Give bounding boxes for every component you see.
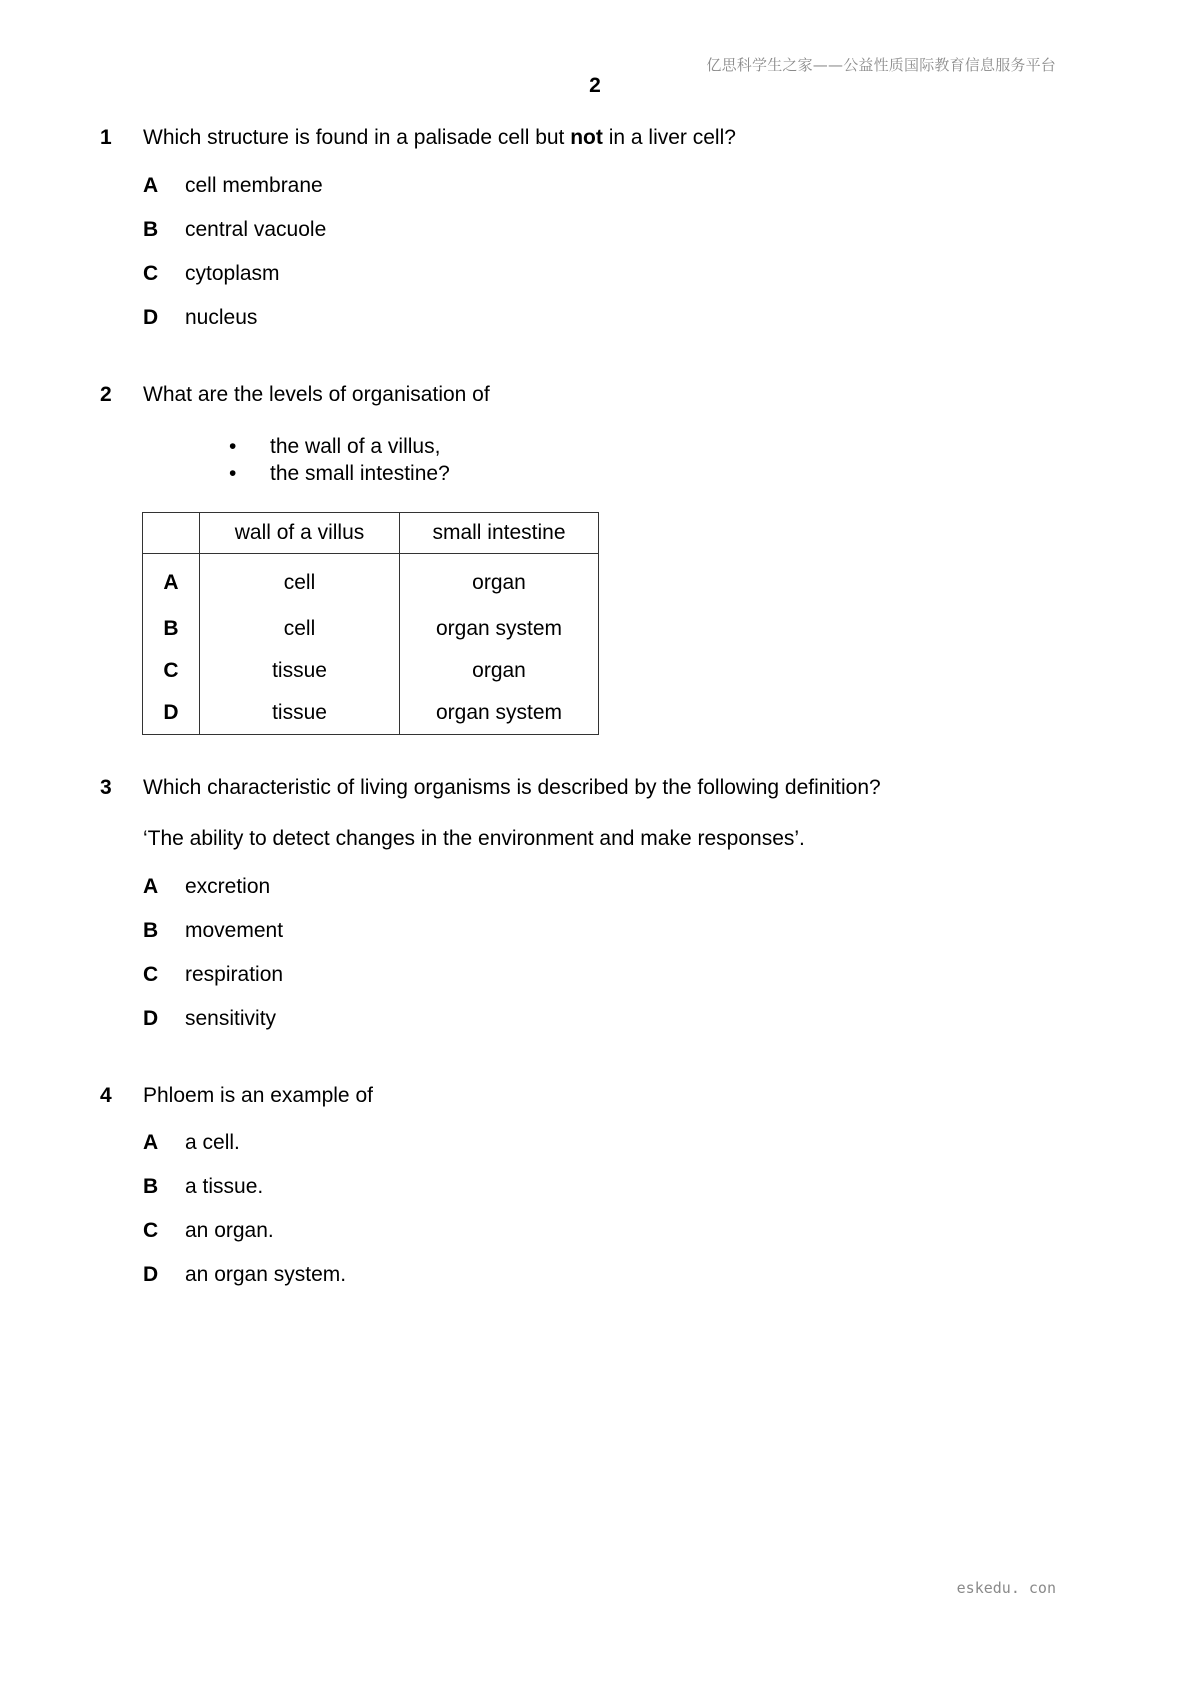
question-4-option-d-letter: D (143, 1263, 159, 1286)
question-2-answer-table (142, 512, 599, 735)
table-cell: organ (400, 650, 599, 692)
question-3-option-a-text: excretion (185, 875, 271, 898)
question-1-option-c-text: cytoplasm (185, 262, 280, 285)
table-row (143, 650, 599, 692)
question-3-option-a-letter: A (143, 875, 159, 898)
table-row (143, 608, 599, 650)
question-3-text: Which characteristic of living organisms is described by the following definition? (143, 776, 881, 799)
table-cell: cell (200, 608, 400, 650)
table-header-cell: small intestine (400, 513, 599, 554)
question-4-text: Phloem is an example of (143, 1084, 373, 1107)
table-row (143, 554, 599, 609)
bullet-icon: • (229, 462, 237, 485)
question-4-option-b-letter: B (143, 1175, 159, 1198)
question-1-option-a-letter: A (143, 174, 159, 197)
question-1-option-c-letter: C (143, 262, 159, 285)
table-cell: organ system (400, 692, 599, 735)
question-1-text-after: in a liver cell? (602, 126, 736, 149)
table-header-cell (143, 513, 200, 554)
header-watermark: 亿思科学生之家——公益性质国际教育信息服务平台 (706, 56, 1056, 74)
question-2-number: 2 (100, 383, 112, 406)
table-header-cell: wall of a villus (200, 513, 400, 554)
question-3-option-b-letter: B (143, 919, 159, 942)
question-3-number: 3 (100, 776, 112, 799)
table-cell: B (143, 608, 200, 650)
question-2-bullet-1: the wall of a villus, (270, 435, 441, 458)
question-4-option-a-text: a cell. (185, 1131, 240, 1154)
table-cell: tissue (200, 650, 400, 692)
table-header-row (143, 513, 599, 554)
question-2-text: What are the levels of organisation of (143, 383, 490, 406)
question-3-option-b-text: movement (185, 919, 284, 942)
question-1-option-d-text: nucleus (185, 306, 258, 329)
table-cell: tissue (200, 692, 400, 735)
question-4-option-b-text: a tissue. (185, 1175, 264, 1198)
question-3-option-d-letter: D (143, 1007, 159, 1030)
question-1-option-a-text: cell membrane (185, 174, 323, 197)
question-4-number: 4 (100, 1084, 112, 1107)
bullet-icon: • (229, 435, 237, 458)
question-1-text (143, 126, 736, 150)
question-4-option-c-text: an organ. (185, 1219, 274, 1242)
page-number: 2 (589, 74, 601, 97)
question-3-definition-quote: ‘The ability to detect changes in the environment and make responses’. (143, 827, 805, 850)
table-cell: A (143, 554, 200, 609)
question-4-option-d-text: an organ system. (185, 1263, 347, 1286)
question-4-option-c-letter: C (143, 1219, 159, 1242)
table-row (143, 692, 599, 735)
table-cell: organ system (400, 608, 599, 650)
question-3-option-c-text: respiration (185, 963, 284, 986)
question-4-option-a-letter: A (143, 1131, 159, 1154)
footer-site: eskedu. con (956, 1579, 1056, 1597)
question-1-text-before: Which structure is found in a palisade cell but (143, 126, 571, 149)
question-1-text-emphasis: not (570, 126, 603, 149)
question-3-option-c-letter: C (143, 963, 159, 986)
question-1-option-d-letter: D (143, 306, 159, 329)
question-1-option-b-letter: B (143, 218, 159, 241)
question-2-bullet-2: the small intestine? (270, 462, 450, 485)
table-cell: organ (400, 554, 599, 609)
question-1-number: 1 (100, 126, 112, 149)
table-cell: cell (200, 554, 400, 609)
table-cell: D (143, 692, 200, 735)
question-1-option-b-text: central vacuole (185, 218, 327, 241)
question-3-option-d-text: sensitivity (185, 1007, 277, 1030)
table-cell: C (143, 650, 200, 692)
